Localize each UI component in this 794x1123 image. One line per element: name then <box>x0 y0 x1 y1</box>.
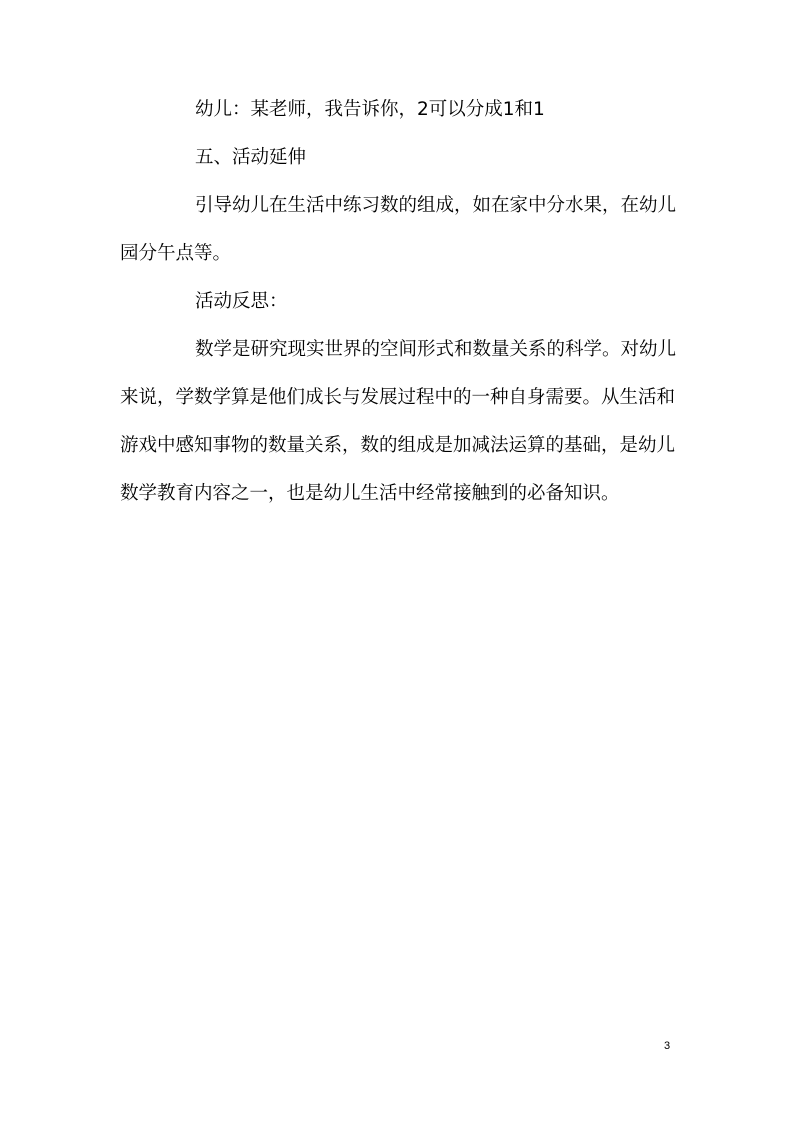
body-text-line: 数学是研究现实世界的空间形式和数量关系的科学。对幼儿 <box>195 339 677 360</box>
body-text-line: 引导幼儿在生活中练习数的组成，如在家中分水果，在幼儿 <box>195 195 677 216</box>
body-text-line: 游戏中感知事物的数量关系，数的组成是加减法运算的基础，是幼儿 <box>120 435 676 456</box>
section-heading: 五、活动延伸 <box>195 147 307 168</box>
body-text-line: 来说，学数学算是他们成长与发展过程中的一种自身需要。从生活和 <box>120 387 676 408</box>
body-text-line: 园分午点等。 <box>120 243 232 264</box>
body-text-line: 数学教育内容之一，也是幼儿生活中经常接触到的必备知识。 <box>120 483 620 504</box>
subheading: 活动反思： <box>195 291 288 312</box>
dialogue-line: 幼儿：某老师，我告诉你，2可以分成1和1 <box>195 99 545 120</box>
page-number: 3 <box>664 1040 671 1052</box>
